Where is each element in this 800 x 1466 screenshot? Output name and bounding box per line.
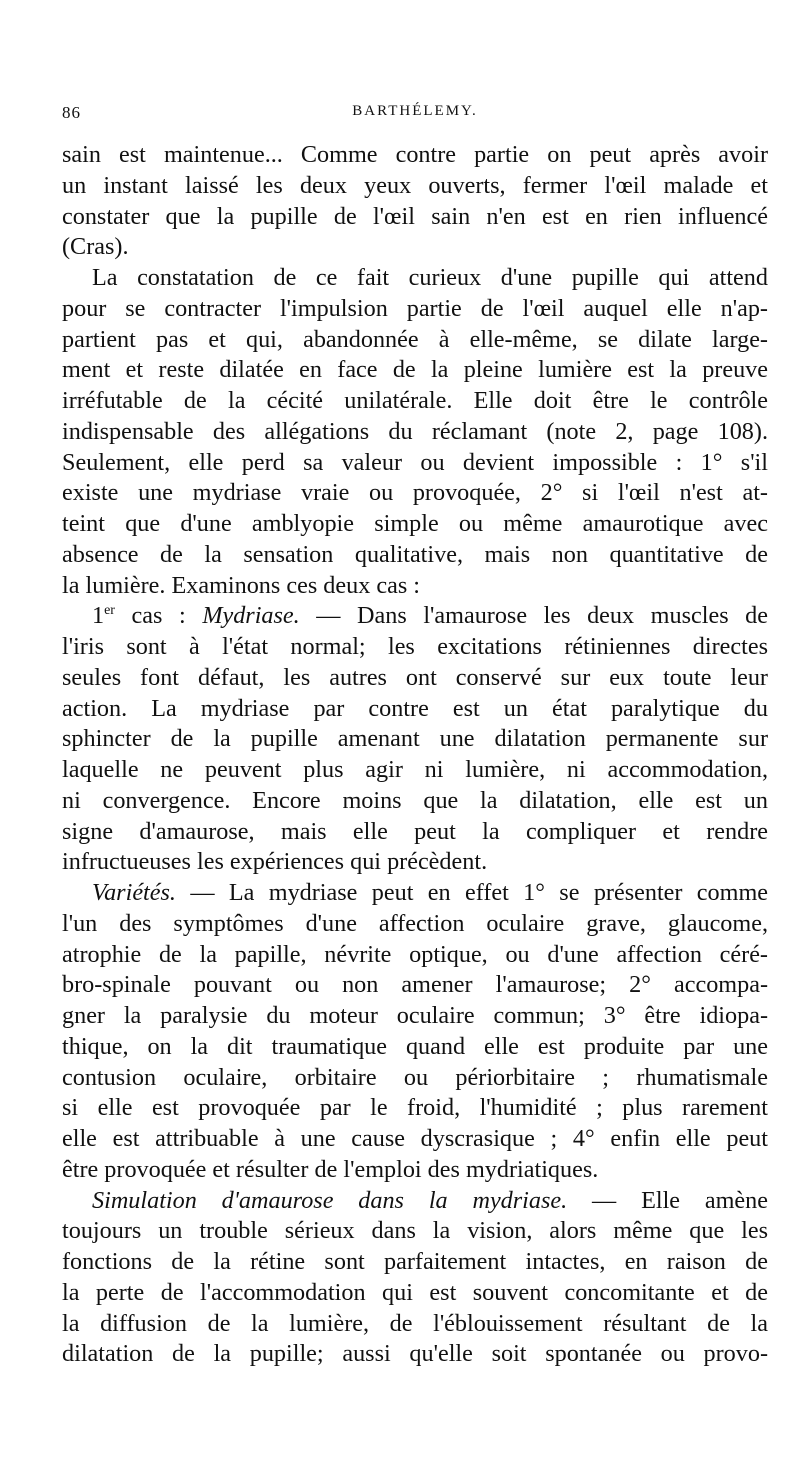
running-head: BARTHÉLEMY. [352, 103, 478, 119]
text-line: contusion oculaire, orbitaire ou périorbitaire ; rhumatismale [62, 1063, 768, 1091]
varietes-tail: — La mydriase peut en effet 1° se présenter comme [175, 879, 768, 906]
text-line: l'iris sont à l'état normal; les excitations rétiniennes directes [62, 633, 768, 660]
varietes-title: Variétés. [92, 879, 176, 906]
text-line: sphincter de la pupille amenant une dilatation permanente sur [62, 725, 768, 753]
text-line: toujours un trouble sérieux dans la vision, alors même que les [62, 1217, 768, 1245]
text-line: Seulement, elle perd sa valeur ou devient impossible : 1° s'il [62, 448, 768, 476]
text-line: infructueuses les expériences qui précèdent. [62, 848, 488, 876]
case-title: Mydriase. [202, 602, 300, 630]
text-line: être provoquée et résulter de l'emploi des mydriatiques. [62, 1155, 599, 1183]
text-line: laquelle ne peuvent plus agir ni lumière, ni accommodation, [62, 756, 768, 783]
paragraph-5 [62, 1186, 768, 1371]
simulation-title: Simulation d'amaurose dans la mydriase. [92, 1186, 568, 1214]
text-line: fonctions de la rétine sont parfaitement intactes, en raison de [62, 1248, 768, 1275]
text-line: indispensable des allégations du réclamant (note 2, page 108). [62, 417, 768, 445]
simulation-tail: — Elle amène [567, 1186, 768, 1214]
text-line: ment et reste dilatée en face de la pleine lumière est la preuve [62, 356, 768, 384]
text-line: bro-spinale pouvant ou non amener l'amaurose; 2° accompa- [62, 971, 768, 999]
text-line: sain est maintenue... Comme contre partie on peut après avoir [62, 141, 768, 168]
text-line: absence de la sensation qualitative, mais non quantitative de [62, 540, 768, 568]
paragraph-4 [62, 878, 768, 1186]
case-label: cas : [114, 602, 203, 630]
text-line: la diffusion de la lumière, de l'éblouissement résultant de la [62, 1309, 768, 1337]
text-line: signe d'amaurose, mais elle peut la compliquer et rendre [62, 817, 768, 845]
body-text [62, 140, 768, 1370]
text-line: atrophie de la papille, névrite optique, ou d'une affection céré- [62, 940, 768, 968]
text-line: seules font défaut, les autres ont conservé sur eux toute leur [62, 663, 768, 691]
varietes-heading-line [62, 878, 768, 909]
text-line: existe une mydriase vraie ou provoquée, 2° si l'œil n'est at- [62, 479, 768, 507]
text-line: teint que d'une amblyopie simple ou même amaurotique avec [62, 510, 768, 537]
text-line: partient pas et qui, abandonnée à elle-même, se dilate large- [62, 325, 768, 353]
text-line: pour se contracter l'impulsion partie de l'œil auquel elle n'ap- [62, 294, 768, 322]
text-line: si elle est provoquée par le froid, l'humidité ; plus rarement [62, 1094, 768, 1122]
text-line: constater que la pupille de l'œil sain n'en est en rien influencé [62, 202, 768, 230]
text-line: la perte de l'accommodation qui est souvent concomitante et de [62, 1278, 768, 1306]
case-heading-line [62, 601, 768, 632]
page-number: 86 [62, 103, 81, 122]
paragraph-2 [62, 263, 768, 601]
paragraph-1 [62, 140, 768, 263]
text-line: (Cras). [62, 233, 129, 261]
paragraph-3 [62, 601, 768, 878]
text-line: irréfutable de la cécité unilatérale. Elle doit être le contrôle [62, 387, 768, 414]
text-line: un instant laissé les deux yeux ouverts, fermer l'œil malade et [62, 171, 768, 199]
text-line: ni convergence. Encore moins que la dilatation, elle est un [62, 786, 768, 814]
case-tail: — Dans l'amaurose les deux muscles de [299, 602, 769, 630]
text-line: action. La mydriase par contre est un état paralytique du [62, 694, 768, 722]
text-line: gner la paralysie du moteur oculaire commun; 3° être idiopa- [62, 1002, 768, 1029]
text-line: elle est attribuable à une cause dyscrasique ; 4° enfin elle peut [62, 1125, 768, 1152]
simulation-heading-line [62, 1186, 768, 1217]
case-superscript: er [104, 603, 115, 619]
page-header [62, 103, 768, 127]
text-line: La constatation de ce fait curieux d'une pupille qui attend [92, 264, 768, 291]
text-line: dilatation de la pupille; aussi qu'elle soit spontanée ou provo- [62, 1340, 768, 1368]
case-number: 1 [92, 602, 105, 630]
text-line: l'un des symptômes d'une affection oculaire grave, glaucome, [62, 909, 768, 937]
text-line: la lumière. Examinons ces deux cas : [62, 571, 420, 599]
text-line: thique, on la dit traumatique quand elle est produite par une [62, 1032, 768, 1060]
